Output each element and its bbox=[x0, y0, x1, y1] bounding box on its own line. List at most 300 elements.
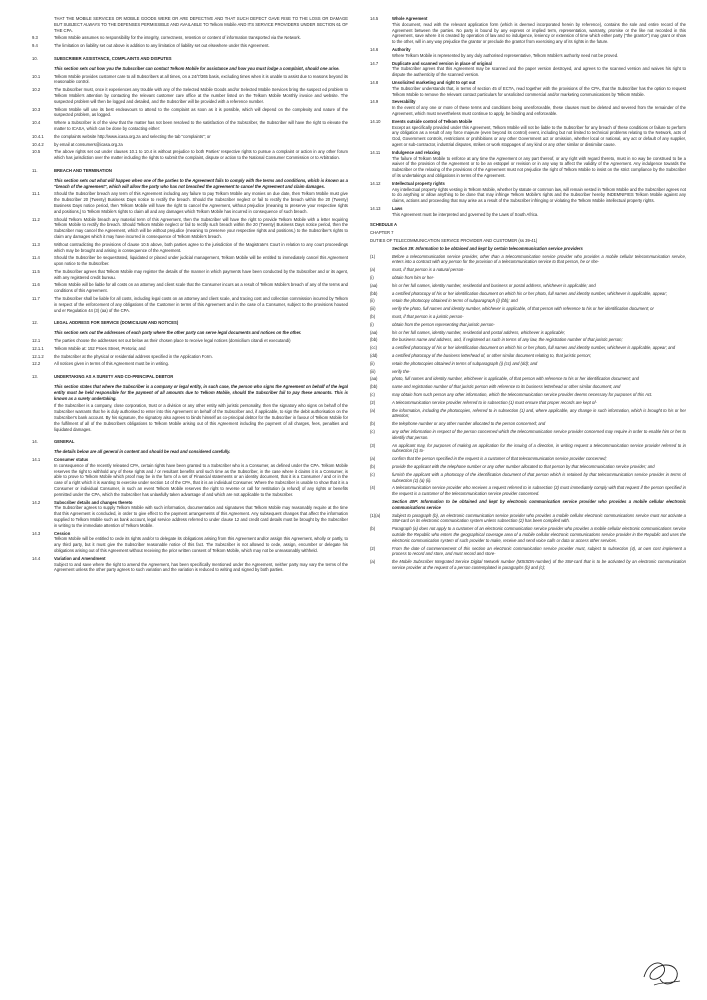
clause-text: From the date of commencement of this section an electronic communication service provider must, subject to subsection (4), at own cost implement a process to record and store, and must record and store- bbox=[392, 545, 686, 557]
clause-number: 12.1.1 bbox=[32, 345, 44, 351]
clause-text: BREACH AND TERMINATION bbox=[54, 167, 112, 173]
clause bbox=[32, 43, 348, 49]
clause-body bbox=[54, 168, 348, 174]
clause bbox=[370, 456, 686, 462]
section-heading bbox=[32, 56, 348, 62]
clause-text: The parties choose the addresses set out below as their chosen place to receive legal notices (domicilium citandi et executandi) bbox=[54, 338, 291, 344]
clause bbox=[32, 107, 348, 119]
clause-body bbox=[392, 376, 686, 382]
clause-text: The Subscriber agrees that this Agreement may be scanned and the paper version destroyed, and agrees to the scanned version and waives his right to dispute the authenticity of the scanned version. bbox=[392, 66, 686, 78]
clause-body bbox=[54, 269, 348, 281]
clause bbox=[32, 255, 348, 267]
clause-text: Section 40P: Information to be obtained and kept by electronic communication service provider who provides a mobile cellular electronic communications service bbox=[392, 498, 686, 510]
clause-body bbox=[54, 16, 348, 33]
clause-body bbox=[54, 255, 348, 267]
clause-number: 14.13 bbox=[370, 205, 381, 211]
clause-text: must, if that person is a juristic person- bbox=[392, 314, 464, 320]
clause-subheading: Variation and Amendment bbox=[54, 555, 106, 561]
clause-number: 10.1 bbox=[32, 73, 41, 79]
clause-body bbox=[392, 291, 686, 297]
clause-body bbox=[54, 338, 348, 344]
clause-number: (aa) bbox=[370, 282, 378, 288]
clause-text: Should Telkom Mobile breach any material term of this Agreement, then the Subscriber will have the right to provide Telkom Mobile with a letter requiring Telkom Mobile to rectify the breach. Should Telkom Mobile neglect or fail to rectify such breach within the 20 (Twenty) Business Days notice period, then the Subscriber may cancel the Agreement, which will be without prejudice (meaning to preserve your respective rights and positions,) to the Subscriber's rights to claim any damages which it may have incurred in consequence of Telkom Mobile's breach. bbox=[54, 216, 348, 239]
clause bbox=[32, 142, 348, 148]
clause-body bbox=[54, 142, 348, 148]
clause-body bbox=[54, 282, 348, 294]
clause bbox=[370, 384, 686, 390]
clause-text: Telkom Mobile assumes no responsibility for the integrity, correctness, retention or content of information transported via the Network. bbox=[54, 35, 301, 41]
clause-text: Where Telkom Mobile is represented by any duly authorised representative, Telkom Mobile's authority need not be proved. bbox=[392, 52, 619, 58]
clause-text: Before a telecommunication service provider, other than a telecommunication service provider who provides a mobile cellular telecommunication service, enters into a contract with any person for the provision of a telecommunication service to that person, he or she- bbox=[392, 253, 686, 265]
clause-text: The Subscriber agrees that Telkom Mobile may register the details of the manner in which payments have been conducted by the Subscriber and or its agent, with any registered credit bureau. bbox=[54, 268, 348, 280]
clause-number: 14.4 bbox=[32, 555, 41, 561]
clause-number: 11.6 bbox=[32, 282, 40, 288]
clause-text: Subject to paragraph (b), an electronic communication service provider who provides a mobile cellular electronic communications service must not activate a SIM-card on its electronic communication system unless subsection (2) has been complied with. bbox=[392, 512, 686, 524]
clause-number: 12.1.2 bbox=[32, 353, 44, 359]
clause-number: 11.4 bbox=[32, 255, 40, 261]
clause-body bbox=[54, 384, 348, 401]
clause-text: Except as specifically provided under this Agreement, Telkom Mobile will not be liable to the Subscriber for any breach of these conditions or failure to perform any obligation as a result of any force majeure (even beyond its control) event, including but not limited to technical problems relating to the Network, acts of God, Government controls, restrictions or prohibitions or any other Government act or omission, whether local or national, any act or default of any supplier, agent or sub-contractor, industrial disputes, strikes or work stoppages of any kind or any other similar or dissimilar cause. bbox=[392, 124, 686, 147]
clause-text: The Subscriber understands that, in terms of section 45 of ECTA, read together with the provisions of the CPA, that the Subscriber has the option to request Telkom Mobile to remove the relevant contact particulars for unsolicited commercial and/or marketing communications by Telkom Mobile. bbox=[392, 85, 686, 97]
clause bbox=[32, 531, 348, 554]
clause bbox=[370, 47, 686, 59]
clause-text: a certified photocopy of the business letterhead of, or other similar document relating to, that juristic person; bbox=[392, 353, 592, 359]
clause-body bbox=[392, 456, 686, 462]
clause-body bbox=[392, 314, 686, 320]
clause bbox=[32, 16, 348, 33]
clause bbox=[32, 330, 348, 336]
clause-text: a certified photocopy of his or her identification document on which his or her photo, full names and identity number, whichever is applicable, appear; bbox=[392, 290, 667, 296]
clause-number: 14.12 bbox=[370, 180, 381, 186]
clause bbox=[370, 369, 686, 375]
clause-text: obtain from him or her- bbox=[392, 275, 435, 281]
section-heading bbox=[32, 439, 348, 445]
clause-text: All notices given in terms of this Agreement must be in writing. bbox=[54, 361, 169, 367]
clause-subheading: Events outside control of Telkom Mobile bbox=[392, 118, 473, 124]
clause-number: 9.4 bbox=[32, 43, 38, 49]
clause bbox=[370, 206, 686, 218]
clause-text: Subject to and save where the right to amend the Agreement, has been specifically mentioned under the Agreement, neither party may vary the terms of the Agreement unless the other party agrees to such variation and the variation is reduced to writing and signed by both parties. bbox=[54, 561, 348, 573]
clause-body bbox=[392, 345, 686, 351]
clause-number: (1) bbox=[370, 253, 376, 259]
clause-number: (3) bbox=[370, 442, 376, 448]
clause bbox=[370, 337, 686, 343]
clause-number: 14.6 bbox=[370, 46, 379, 52]
clause-number: 10.2 bbox=[32, 87, 41, 93]
clause bbox=[370, 275, 686, 281]
clause-subheading: Whole Agreement bbox=[392, 16, 428, 21]
clause-text: This section sets out the addresses of each party where the other party can serve legal documents and notices on the other. bbox=[54, 330, 302, 336]
clause-body bbox=[392, 429, 686, 441]
clause bbox=[370, 392, 686, 398]
clause-number: 14.3 bbox=[32, 530, 41, 536]
clause bbox=[370, 322, 686, 328]
clause-text: the Mobile Subscriber Integrated Service Digital Network number (MSISDN-number) of the SIM-card that is to be activated by an electronic communication service provider at the request of a person contemplated in paragraphs (b) and (c); bbox=[392, 559, 686, 570]
clause-body bbox=[392, 559, 686, 571]
clause-body bbox=[54, 120, 348, 132]
clause-number: (a) bbox=[370, 559, 376, 565]
clause-text: Section 39: Information to be obtained and kept by certain telecommunication service providers bbox=[392, 245, 583, 251]
clause-body bbox=[392, 283, 686, 289]
clause-body bbox=[392, 206, 686, 218]
clause-text: This document, read with the relevant application form (which is deemed incorporated herein by reference), contains the sole and entire record of the Agreement between the parties. No party is bound by any express or implied term, representation, warranty, promise or the like not recorded in this Agreement, save where it is created by operation of law and no indulgence, leniency or extension of time which either party ("the grantor") may grant or show to the other, will in any way prejudice the grantor or preclude the grantor from exercising any of its rights in the future. bbox=[392, 21, 686, 45]
clause-number: 11.2 bbox=[32, 216, 40, 222]
plain-line: CHAPTER 7 bbox=[370, 230, 394, 236]
clause-number: (2) bbox=[370, 545, 376, 551]
clause-body bbox=[54, 531, 348, 554]
clause-body bbox=[392, 47, 686, 59]
clause bbox=[370, 546, 686, 558]
clause-number: 11. bbox=[32, 167, 38, 173]
clause-body bbox=[392, 421, 686, 427]
clause-number: 10.4.1 bbox=[32, 133, 44, 139]
clause-text: the complaints website http://www.icasa.org.za and selecting the tab "complaints"; or bbox=[54, 133, 211, 139]
clause-text: If the Subscriber is a company, close corporation, trust or a division or any other entity with juristic personality, then the signatory who signs on behalf of the Subscriber warrants that he is duly authorised to enter into this Agreement on behalf of the Subscriber and, if applicable, to sign the debit authorisation on the Subscriber's bank account. By his signature, the signatory also agrees to binds himself as co-principal debtor for the Subscriber in favour of Telkom Mobile for the fulfilment of all of the Subscribers obligations to Telkom Mobile arising out of this Agreement including the payment of all charges, fees, penalties and liquidated damages. bbox=[54, 403, 348, 432]
clause bbox=[370, 314, 686, 320]
clause-text: The Subscriber must, once it experiences any trouble with any of the Selected Mobile Goods and/or Selected Mobile Services bring the suspect ed problem to Telkom Mobile's attention by contacting the relevant customer care office at the number listed on the Telkom Mobile Monthly invoice and website. The suspected problem will then be logged and detailed, and the Subscriber will be provided with a reference number. bbox=[54, 87, 348, 104]
clause bbox=[370, 376, 686, 382]
clause-body bbox=[54, 374, 348, 380]
clause-body bbox=[54, 56, 348, 62]
clause-subheading: Cession bbox=[54, 530, 71, 536]
clause-body bbox=[54, 217, 348, 240]
clause bbox=[370, 408, 686, 420]
clause bbox=[370, 499, 686, 511]
clause-number: 14.8 bbox=[370, 79, 379, 85]
clause-text: In the event of any one or more of these terms and conditions being unenforceable, these clauses must be deleted and severed from the remainder of the Agreement, which must nevertheless must continue to apply, be binding and enforceable. bbox=[392, 105, 686, 116]
clause-number: (bb) bbox=[370, 337, 378, 343]
clause-body bbox=[392, 330, 686, 336]
clause bbox=[370, 61, 686, 78]
clause-text: This section sets out what will happen when one of the parties to the Agreement fails to comply with the terms and conditions, which is known as a "breach of the agreement", which will allow the party who has not breached the agreement to cancel the Agreement and claim damages. bbox=[54, 177, 348, 189]
clause-body bbox=[54, 354, 348, 360]
clause-body bbox=[54, 149, 348, 161]
clause bbox=[32, 87, 348, 104]
clause-text: The above rights set out under clauses 10.1 to 10.4 is without prejudice to both Parties' respective rights to pursue a complaint or action in any other forum which has jurisdiction over the matter including the rights to submit the complaint, dispute or action to the National Consumer Commission or to Arbitration. bbox=[54, 149, 348, 161]
clause-body bbox=[54, 43, 348, 49]
clause-text: Where a Subscriber is of the view that the matter has not been resolved to the satisfaction of the Subscriber, the Subscriber will have the right to elevate the matter to ICASA, which can be done by contacting either: bbox=[54, 120, 348, 131]
clause bbox=[370, 306, 686, 312]
clause-number: 12.2 bbox=[32, 361, 41, 367]
clause-number: 10.4 bbox=[32, 120, 41, 126]
clause-subheading: Laws bbox=[392, 205, 403, 211]
clause bbox=[32, 449, 348, 455]
clause-text: Telkom Mobile at: 152 Proes Street, Pretoria; and bbox=[54, 345, 146, 351]
clause-number: 11.7 bbox=[32, 296, 40, 302]
clause-text: The failure of Telkom Mobile to enforce at any time the Agreement or any part thereof, or any right with regard thereto, must in no way be construed to be a waiver of the provision of the Agreement or to be an estoppel or revision or in any way to affect the validity of the Agreement. Any indulgence towards the Subscriber or the relaxing of the provisions of the Agreement must not prejudice the right of Telkom Mobile to insist on the strict compliance by the Subscriber of its undertakings and obligations in terms of the Agreement. bbox=[392, 155, 686, 178]
clause-body bbox=[392, 267, 686, 273]
clause bbox=[32, 217, 348, 240]
clause-number: (b) bbox=[370, 526, 376, 532]
clause bbox=[32, 178, 348, 190]
clause bbox=[32, 384, 348, 401]
clause-text: photo, full names and identity number, whichever is applicable, of that person with reference to his or her identification document; and bbox=[392, 376, 639, 382]
section-heading bbox=[32, 374, 348, 380]
clause-text: Any intellectual property rights vesting in Telkom Mobile, whether by statute or common law, will remain vested in Telkom Mobile and the Subscriber agrees not to do anything or allow anything to be done that may infringe Telkom Mobile's rights and the Subscriber hereby INDEMNIFIES Telkom Mobile against any claims, actions and proceeding that may arise as a result of the Subscriber infringing or violating the Telkom Mobile intellectual property rights. bbox=[392, 186, 686, 204]
clause-number: 10.3 bbox=[32, 106, 41, 112]
clause-text: the Subscriber at the physical or residential address specified in the Application Form. bbox=[54, 353, 213, 359]
clause-text: Without contradicting the provisions of clause 10.5 above, both parties agree to the jurisdiction of the Magistrate's Court in relation to any court proceedings which may be brought and arising in consequence of the Agreement. bbox=[54, 241, 348, 253]
clause-number: (c) bbox=[370, 392, 375, 398]
clause-text: UNDERTAKING AS A SURETY AND CO-PRINCIPAL DEBTOR bbox=[54, 374, 174, 380]
clause-body bbox=[54, 330, 348, 336]
clause bbox=[32, 191, 348, 214]
clause-body bbox=[54, 457, 348, 498]
clause-number: (i) bbox=[370, 321, 374, 327]
clause-body bbox=[392, 322, 686, 328]
clause bbox=[32, 35, 348, 41]
clause bbox=[32, 338, 348, 344]
clause bbox=[370, 353, 686, 359]
clause-number: 10. bbox=[32, 55, 38, 61]
clause-body bbox=[54, 296, 348, 313]
clause-text: The limitation on liability set out above is addition to any limitation of liability set out elsewhere under this Agreement. bbox=[54, 43, 270, 49]
clause-text: verify the- bbox=[392, 368, 411, 374]
clause bbox=[32, 269, 348, 281]
clause bbox=[370, 99, 686, 116]
clause bbox=[370, 330, 686, 336]
clause-number: (b) bbox=[370, 421, 376, 427]
clause-number: (b) bbox=[370, 314, 376, 320]
clause-body bbox=[392, 61, 686, 78]
clause-body bbox=[54, 361, 348, 367]
clause-subheading: Indulgence and relaxing bbox=[392, 149, 440, 155]
clause-body bbox=[392, 275, 686, 281]
clause-body bbox=[392, 472, 686, 484]
clause-body bbox=[54, 403, 348, 432]
clause-body bbox=[392, 254, 686, 266]
clause-text: Paragraph (a) does not apply to a customer of an electronic communication service provider who provides a mobile cellular electronic communications service outside the Republic who enters the geographical coverage area of a mobile cellular electronic communications service provider in the Republic and uses the electronic communication system of such provider to make, receive and send voice calls or data or access other services. bbox=[392, 526, 686, 543]
clause-number: (dd) bbox=[370, 353, 378, 359]
clause-body bbox=[392, 353, 686, 359]
clause-text: Should the Subscriber breach any term of this Agreement including any failure to pay Telkom Mobile any monies on due date, then Telkom Mobile must give the Subscriber 20 (Twenty) Business Days notice to rectify the breach. Should the Subscriber neglect or fail to rectify the breach within the 20 (Twenty) Business Days notice period, then Telkom Mobile will have the right to cancel the Agreement, without prejudice (meaning to preserve your respective rights and positions,) to Telkom Mobile's rights to claim all and any damages which Telkom Mobile has incurred in consequence of such breach. bbox=[54, 191, 348, 214]
clause-body bbox=[54, 242, 348, 254]
clause-body bbox=[54, 191, 348, 214]
clause-text: Should the Subscriber be sequestrated, liquidated or placed under judicial management, Telkom Mobile will be entitled to immediately cancel this Agreement upon notice to the Subscriber. bbox=[54, 255, 348, 267]
clause-text: furnish the applicant with a photocopy of the identification document of that person which is retained by that telecommunication service provider in terms of subsection (1) (a) (ii). bbox=[392, 471, 686, 483]
clause bbox=[370, 16, 686, 45]
clause-number: 10.4.2 bbox=[32, 141, 44, 147]
clause-text: retain the photocopy obtained in terms of subparagraph (i) (bb); and bbox=[392, 298, 518, 304]
clause-body bbox=[54, 346, 348, 352]
clause-number: 11.3 bbox=[32, 241, 40, 247]
clause-number: (bb) bbox=[370, 290, 378, 296]
clause-body bbox=[54, 439, 348, 445]
clause bbox=[32, 242, 348, 254]
clause-number: (a) bbox=[370, 456, 376, 462]
clause-number: 14.7 bbox=[370, 60, 379, 66]
clause-body bbox=[392, 119, 686, 148]
clause-text: provide the applicant with the telephone number or any other number allocated to that person by that telecommunication service provider; and bbox=[392, 464, 655, 469]
clause-text: must, if that person is a natural person- bbox=[392, 267, 465, 273]
clause-number: 9.3 bbox=[32, 35, 38, 41]
clause-number: 11.5 bbox=[32, 268, 40, 274]
clause bbox=[370, 267, 686, 273]
clause bbox=[370, 513, 686, 525]
clause-body bbox=[392, 298, 686, 304]
clause-body bbox=[54, 87, 348, 104]
clause-body bbox=[54, 74, 348, 86]
clause-number: (iii) bbox=[370, 306, 376, 312]
clause-text: obtain from the person representing that juristic person- bbox=[392, 321, 495, 327]
clause-number: (2) bbox=[370, 399, 376, 405]
clause-body bbox=[392, 499, 686, 511]
clause-body bbox=[392, 337, 686, 343]
clause-number: (b) bbox=[370, 464, 376, 469]
clause-number: 10.5 bbox=[32, 149, 41, 155]
clause-text: GENERAL bbox=[54, 439, 75, 445]
clause-number: 14.5 bbox=[370, 16, 379, 21]
clause bbox=[370, 150, 686, 179]
clause-body bbox=[392, 513, 686, 525]
clause-number: (c) bbox=[370, 429, 375, 435]
clause-text: LEGAL ADDRESS FOR SERVICE (DOMICILIUM AND NOTICES) bbox=[54, 320, 179, 326]
clause bbox=[32, 66, 348, 72]
left-column bbox=[32, 16, 348, 986]
clause bbox=[370, 254, 686, 266]
clause-body bbox=[392, 485, 686, 497]
clause bbox=[32, 120, 348, 132]
clause-number: 14.10 bbox=[370, 118, 381, 124]
clause-body bbox=[392, 400, 686, 406]
clause bbox=[32, 74, 348, 86]
clause-number: (iii) bbox=[370, 368, 376, 374]
clause-body bbox=[392, 408, 686, 420]
clause bbox=[32, 403, 348, 432]
clause bbox=[32, 149, 348, 161]
clause-number: 14. bbox=[32, 439, 38, 445]
clause-subheading: Severability bbox=[392, 99, 416, 105]
clause-number: (i) bbox=[370, 275, 374, 281]
clause bbox=[370, 181, 686, 204]
clause bbox=[32, 361, 348, 367]
clause-body bbox=[392, 361, 686, 367]
clause-number: (aa) bbox=[370, 329, 378, 335]
clause-body bbox=[392, 443, 686, 455]
clause-number: 12.1 bbox=[32, 338, 41, 344]
clause-text: In consequence of the recently released CPA, certain rights have been granted to a Subscriber who is a Consumer, as defined under the CPA. Telkom Mobile reserves the right to withhold any of these rights and / or resultant benefits until such time as the Subscriber, in the case where it claims it is a Consumer, is able to prove to Telkom Mobile which proof may be in the form of a set of Financial statements or an identity document, that it is a Consumer / and or in the case of a right which it is wanting to exercise under section 14 of the CPA, that it is an individual Consumer. Where the Subscriber is unable to show that it is a Consumer or individual Consumer, in such an event Telkom Mobile reserves the right to reverse or call for restitution (a refund) of any rights or benefits permitted under the CPA, which the Subscriber has unlawfully taken advantage of and which are not applicable to the Subscriber. bbox=[54, 462, 348, 497]
clause-subheading: Duplicate and scanned version in place of original bbox=[392, 60, 492, 66]
clause-number: (c) bbox=[370, 471, 375, 477]
clause bbox=[370, 526, 686, 543]
clause-number: (a) bbox=[370, 407, 376, 413]
clause-text: This section sets out how you the Subscriber can contact Telkom Mobile for assistance and how you must lodge a complaint, should one arise. bbox=[54, 65, 340, 71]
clause-body bbox=[54, 35, 348, 41]
clause-text: the business name and address, and, if registered as such in terms of any law, the registration number of that juristic person; bbox=[392, 337, 623, 343]
clause-body bbox=[54, 107, 348, 119]
clause-number: (ii) bbox=[370, 360, 375, 366]
clause-body bbox=[54, 134, 348, 140]
clause-text: the information, including the photocopies, referred to in subsection (1) and, where applicable, any change in such information, which is brought to his or her attention; bbox=[392, 407, 686, 419]
clause-body bbox=[392, 464, 686, 470]
clause bbox=[32, 346, 348, 352]
clause-subheading: Intellectual property rights bbox=[392, 180, 445, 186]
clause-body bbox=[54, 320, 348, 326]
clause bbox=[370, 559, 686, 571]
clause-text: a certified photocopy of his or her identification document on which his or her photo, full names and identity number, whichever is applicable, appear; and bbox=[392, 345, 676, 351]
clause bbox=[370, 400, 686, 406]
clause bbox=[370, 464, 686, 470]
clause-body bbox=[54, 178, 348, 190]
clause bbox=[370, 361, 686, 367]
clause-text: An applicant may, for purposes of making an application for the issuing of a direction, in writing request a telecommunication service provider referred to in subsection (1) to- bbox=[392, 442, 686, 454]
plain-line: DUTIES OF TELECOMMUNICATION SERVICE PROVIDER AND CUSTOMER (ss 39-41) bbox=[370, 238, 538, 244]
clause-body bbox=[54, 556, 348, 573]
clause bbox=[32, 134, 348, 140]
clause-body bbox=[392, 526, 686, 543]
clause-text: A telecommunication service provider who receives a request referred to in subsection (3) must immediately comply with that request if the person specified in the request is a customer of the telecommunication service provider concerned. bbox=[392, 485, 686, 497]
clause-text: The Subscriber shall be liable for all costs, including legal costs on an attorney and client scale, and tracing cost and collection commission incurred by Telkom in respect of the enforcement of any obligations of the Customer in terms of this Agreement and in the case of a Consumer, subject to the provisions housed und er Regulation 44 (3) (aa) of the CPA. bbox=[54, 296, 348, 313]
clause-body bbox=[54, 449, 348, 455]
clause-text: The Subscriber agrees to supply Telkom Mobile with such information, documentation and signatures that Telkom Mobile may reasonably require at the time that this Agreement is concluded, in order to give effect to the payment arrangements of this Agreement. Any subsequent changes that affect the information supplied to Telkom Mobile such as bank account, legal service address referred to under clause 12 and credit card details must be brought by the Subscriber in writing to the immediate attention of Telkom Mobile. bbox=[54, 505, 348, 528]
clause-text: may obtain from such person any other information, which the telecommunication service provider deems necessary for purposes of this Act. bbox=[392, 392, 653, 398]
clause-subheading: Consumer status bbox=[54, 457, 89, 463]
clause-text: The details below are all general in content and should be read and considered carefully. bbox=[54, 449, 231, 455]
clause-body bbox=[392, 181, 686, 204]
clause-number: (ii) bbox=[370, 298, 375, 304]
clause bbox=[370, 283, 686, 289]
clause-body bbox=[392, 246, 686, 252]
clause-subheading: Unsolicited marketing and right to opt out bbox=[392, 79, 476, 85]
clause-text: the telephone number or any other number allocated to the person concerned; and bbox=[392, 421, 546, 427]
clause-number: (1)(a) bbox=[370, 512, 381, 518]
clause-body bbox=[392, 392, 686, 398]
plain-line: SCHEDULE A bbox=[370, 221, 398, 227]
clause-text: A telecommunication service provider referred to in subsection (1) must ensure that proper records are kept of- bbox=[392, 399, 597, 405]
clause-number: 14.2 bbox=[32, 499, 41, 505]
clause-text: Telkom Mobile provides customer care to all Subscribers at all times, on a 24/7/365 basis, excluding times when it is unable to assist due to reasons beyond its reasonable control. bbox=[54, 73, 348, 85]
clause-body bbox=[54, 500, 348, 529]
clause-number: (bb) bbox=[370, 384, 378, 390]
clause bbox=[370, 485, 686, 497]
clause-text: retain the photocopies obtained in terms of subparagraph (i) (cc) and (dd); and bbox=[392, 360, 538, 366]
clause bbox=[32, 282, 348, 294]
clause bbox=[370, 429, 686, 441]
clause-body bbox=[392, 80, 686, 97]
clause bbox=[370, 345, 686, 351]
clause-subheading: Authority bbox=[392, 46, 411, 52]
clause bbox=[370, 291, 686, 297]
clause-text: by email at consumers@icasa.org.za bbox=[54, 141, 123, 147]
clause-number: (4) bbox=[370, 485, 376, 491]
clause bbox=[370, 472, 686, 484]
clause-text: his or her full names, identity number, residential and postal address, whichever is applicable; bbox=[392, 329, 565, 335]
clause bbox=[32, 556, 348, 573]
clause-number: 13. bbox=[32, 374, 38, 380]
section-heading bbox=[32, 168, 348, 174]
clause-text: name and registration number of that juristic person with reference to its business letterhead or other similar document; and bbox=[392, 384, 621, 390]
clause-text: This Agreement must be interpreted and governed by the Laws of South Africa. bbox=[392, 211, 539, 217]
clause-number: (cc) bbox=[370, 345, 377, 351]
clause-number: (a) bbox=[370, 267, 376, 273]
clause-body bbox=[392, 150, 686, 179]
clause-body bbox=[392, 384, 686, 390]
clause bbox=[370, 443, 686, 455]
clause-text: confirm that the person specified in the request is a customer of that telecommunication service provider concerned; bbox=[392, 456, 607, 462]
clause-subheading: Subscriber details and changes thereto bbox=[54, 499, 133, 505]
clause bbox=[32, 500, 348, 529]
handwritten-signature bbox=[640, 955, 684, 989]
clause-number: 14.1 bbox=[32, 457, 41, 463]
clause-body bbox=[392, 16, 686, 45]
clause-text: THAT THE MOBILE SERVICES OR MOBILE GOODS WERE OR ARE DEFECTIVE AND THAT SUCH DEFECT GAVE RISE TO THE LOSS OR DAMAGE BUT SUBJECT ALWAYS TO THE DEFENSES PERMISSIBLE AND AVAILABLE TO Telkom Mobile AND ITS SERVICE PROVIDERS UNDER SECTION 61 OF THE CPA. bbox=[54, 16, 348, 33]
clause-text: Telkom Mobile will use its best endeavours to attend to the complaint as soon as it is possible, which will depend on the complexity and nature of the suspected problem, as logged. bbox=[54, 106, 348, 118]
clause bbox=[370, 421, 686, 427]
clause bbox=[370, 298, 686, 304]
clause-number: 11.1 bbox=[32, 191, 40, 197]
clause bbox=[32, 457, 348, 498]
section-heading bbox=[32, 320, 348, 326]
